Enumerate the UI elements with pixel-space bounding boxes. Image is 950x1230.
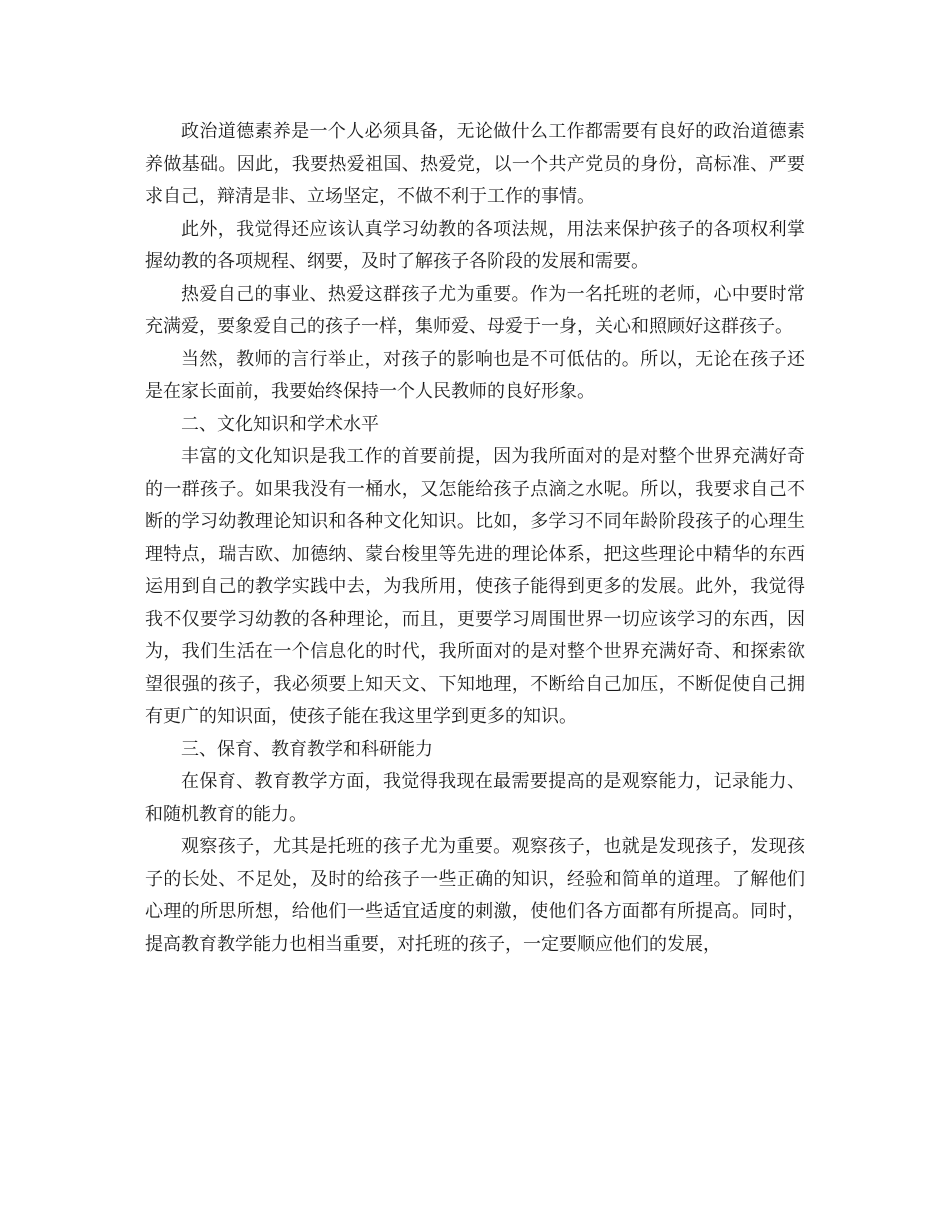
paragraph-teacher-image: 当然，教师的言行举止，对孩子的影响也是不可低估的。所以，无论在孩子还是在家长面前，我要始终保持一个人民教师的良好形象。 <box>145 348 805 402</box>
paragraph-observation-ability: 在保育、教育教学方面，我觉得我现在最需要提高的是观察能力，记录能力、和随机教育的能力。 <box>145 771 805 825</box>
paragraph-love-career: 热爱自己的事业、热爱这群孩子尤为重要。作为一名托班的老师，心中要时常充满爱，要象爱自己的孩子一样，集师爱、母爱于一身，关心和照顾好这群孩子。 <box>145 283 805 337</box>
paragraph-knowledge: 丰富的文化知识是我工作的首要前提，因为我所面对的是对整个世界充满好奇的一群孩子。如果我没有一桶水，又怎能给孩子点滴之水呢。所以，我要求自己不断的学习幼教理论知识和各种文化知识。比如，多学习不同年龄阶段孩子的心理生理特点，瑞吉欧、加德纳、蒙台梭里等先进的理论体系，把这些理论中精华的东西运用到自己的教学实践中去，为我所用，使孩子能得到更多的发展。此外，我觉得我不仅要学习幼教的各种理论，而且，更要学习周围世界一切应该学习的东西，因为，我们生活在一个信息化的时代，我所面对的是对整个世界充满好奇、和探索欲望很强的孩子，我必须要上知天文、下知地理，不断给自己加压，不断促使自己拥有更广的知识面，使孩子能在我这里学到更多的知识。 <box>145 446 805 727</box>
paragraph-political-morality: 政治道德素养是一个人必须具备，无论做什么工作都需要有良好的政治道德素养做基础。因此，我要热爱祖国、热爱党，以一个共产党员的身份，高标准、严要求自己，辩清是非、立场坚定，不做不利于工作的事情。 <box>145 121 805 207</box>
section-heading-3: 三、保育、教育教学和科研能力 <box>181 738 433 760</box>
document-body <box>145 116 805 961</box>
paragraph-observing-children: 观察孩子，尤其是托班的孩子尤为重要。观察孩子，也就是发现孩子，发现孩子的长处、不足处，及时的给孩子一些正确的知识，经验和简单的道理。了解他们心理的所思所想，给他们一些适宜适度的刺激，使他们各方面都有所提高。同时，提高教育教学能力也相当重要，对托班的孩子，一定要顺应他们的发展， <box>145 836 805 955</box>
section-heading-2: 二、文化知识和学术水平 <box>181 413 379 435</box>
paragraph-regulations: 此外，我觉得还应该认真学习幼教的各项法规，用法来保护孩子的各项权利掌握幼教的各项规程、纲要，及时了解孩子各阶段的发展和需要。 <box>145 218 805 272</box>
